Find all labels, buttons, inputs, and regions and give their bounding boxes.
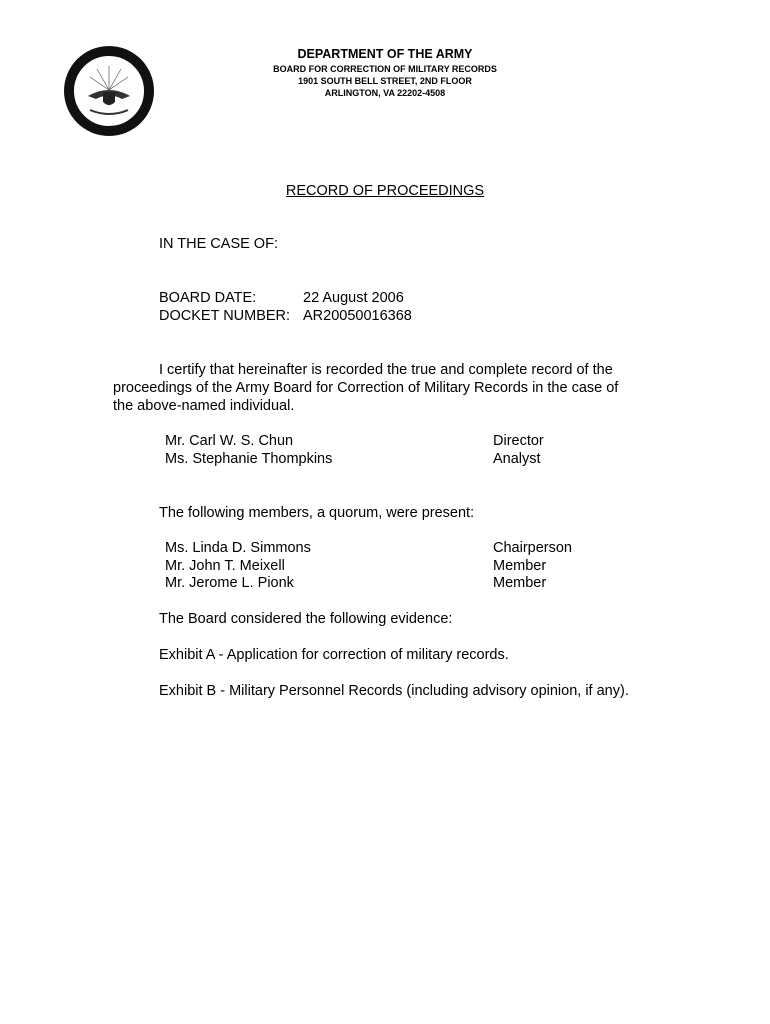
header-board: BOARD FOR CORRECTION OF MILITARY RECORDS <box>273 64 497 74</box>
header-title: DEPARTMENT OF THE ARMY <box>297 47 473 61</box>
header-city: ARLINGTON, VA 22202-4508 <box>324 88 446 98</box>
docket-number: AR20050016368 <box>303 308 412 324</box>
evidence-intro: The Board considered the following evidence: <box>159 611 453 627</box>
members-intro: The following members, a quorum, were present: <box>159 505 475 521</box>
exhibit-b: Exhibit B - Military Personnel Records (including advisory opinion, if any). <box>159 683 629 699</box>
staff-name: Mr. Carl W. S. Chun <box>165 433 294 449</box>
dod-seal-icon <box>62 44 156 138</box>
staff-name: Ms. Stephanie Thompkins <box>165 451 333 467</box>
member-role: Member <box>493 575 547 591</box>
certify-line: proceedings of the Army Board for Correction of Military Records in the case of <box>113 380 619 396</box>
member-name: Mr. John T. Meixell <box>165 558 285 574</box>
board-date-label: BOARD DATE: <box>159 290 257 306</box>
case-label: IN THE CASE OF: <box>159 236 278 252</box>
member-role: Member <box>493 558 547 574</box>
certify-line: the above-named individual. <box>113 398 295 414</box>
staff-role: Analyst <box>493 451 541 467</box>
exhibit-a: Exhibit A - Application for correction of military records. <box>159 647 509 663</box>
staff-role: Director <box>493 433 544 449</box>
member-name: Ms. Linda D. Simmons <box>165 540 311 556</box>
doc-title: RECORD OF PROCEEDINGS <box>285 183 485 199</box>
member-name: Mr. Jerome L. Pionk <box>165 575 294 591</box>
board-date: 22 August 2006 <box>303 290 404 306</box>
docket-label: DOCKET NUMBER: <box>159 308 291 324</box>
header-address: 1901 SOUTH BELL STREET, 2ND FLOOR <box>298 76 472 86</box>
certify-line: I certify that hereinafter is recorded the true and complete record of the <box>159 362 613 378</box>
member-role: Chairperson <box>493 540 572 556</box>
